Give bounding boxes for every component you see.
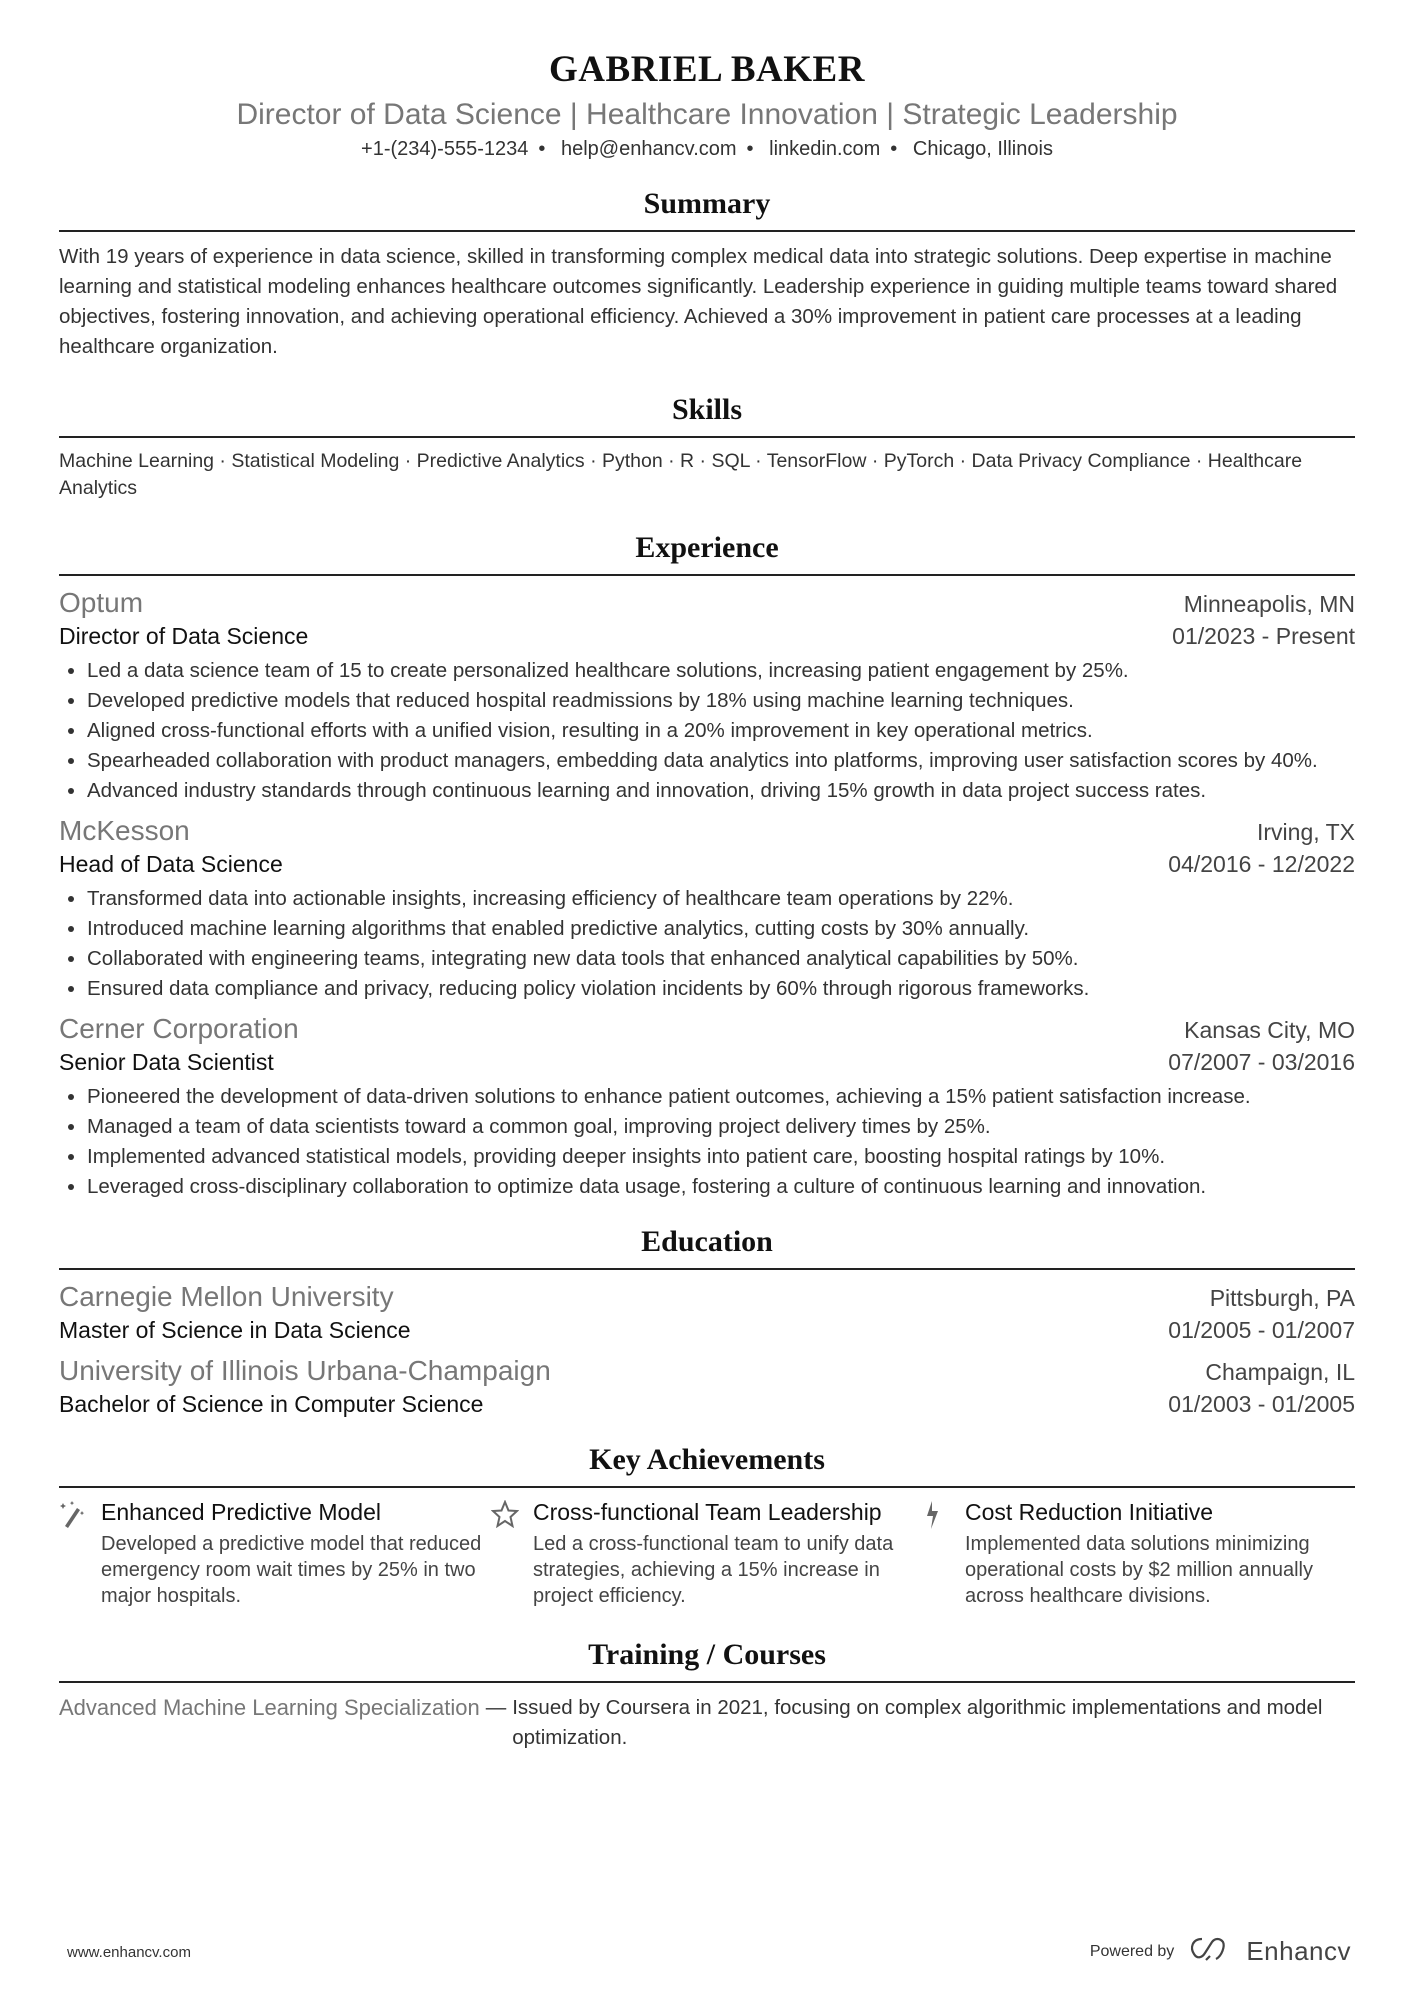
achievement-bullets: [59, 1082, 1355, 1202]
experience-section: [59, 530, 1355, 1202]
summary-text: With 19 years of experience in data science, skilled in transforming complex medical data into strategic solutions. Deep expertise in machine learning and statistical modeling enhances healthcare outcomes significantly. Leadership experience in guiding multiple teams toward shared objectives, fostering innovation, and achieving operational efficiency. Achieved a 30% improvement in patient care processes at a leading healthcare organization.: [59, 245, 1338, 358]
achievement-title: Cost Reduction Initiative: [965, 1499, 1214, 1525]
training-list: [59, 1693, 1355, 1753]
bullet-item: • Aligned cross-functional efforts with a unified vision, resulting in a 20% improvement in key operational metrics.: [87, 716, 1355, 746]
school-name: University of Illinois Urbana-Champaign: [59, 1355, 551, 1386]
section-title-summary: Summary: [643, 187, 771, 220]
experience-role-row: [59, 848, 1355, 880]
experience-role-row: [59, 1046, 1355, 1078]
achievement-title: Enhanced Predictive Model: [101, 1499, 381, 1525]
magic-wand-icon: [59, 1498, 101, 1609]
achievement-bullets: [59, 884, 1355, 1004]
course-entry: [59, 1693, 1355, 1753]
candidate-name: GABRIEL BAKER: [549, 49, 865, 90]
section-title-education: Education: [641, 1225, 773, 1258]
course-description: Issued by Coursera in 2021, focusing on complex algorithmic implementations and model optimization.: [512, 1696, 1323, 1749]
education-degree-row: [59, 1314, 1355, 1346]
experience-header-row: [59, 586, 1355, 620]
achievement-body: [533, 1498, 923, 1609]
training-section: [59, 1637, 1355, 1753]
job-location: Minneapolis, MN: [1183, 591, 1355, 617]
company-name: Optum: [59, 587, 144, 618]
job-dates: 01/2023 - Present: [1172, 623, 1355, 649]
achievement-description: Developed a predictive model that reduced emergency room wait times by 25% in two major hospitals.: [101, 1533, 482, 1607]
enhancv-logo-icon: [1188, 1936, 1232, 1967]
experience-entry: [59, 1012, 1355, 1202]
skills-section: [59, 392, 1355, 502]
bullet-item: • Pioneered the development of data-driven solutions to enhance patient outcomes, achieving a 15% patient satisfaction increase.: [87, 1082, 1355, 1112]
education-header-row: [59, 1354, 1355, 1388]
education-dates: 01/2005 - 01/2007: [1168, 1317, 1355, 1343]
section-divider: [59, 436, 1355, 438]
achievement-description: Implemented data solutions minimizing operational costs by $2 million annually across healthcare divisions.: [965, 1533, 1313, 1607]
bullet-item: • Advanced industry standards through continuous learning and innovation, driving 15% growth in data project success rates.: [87, 776, 1355, 806]
achievement-title: Cross-functional Team Leadership: [533, 1499, 882, 1525]
contact-linkedin[interactable]: linkedin.com: [769, 138, 881, 160]
school-name: Carnegie Mellon University: [59, 1281, 394, 1312]
contact-location: Chicago, Illinois: [912, 138, 1053, 160]
education-entry: [59, 1354, 1355, 1420]
enhancv-brand: Enhancv: [1246, 1936, 1351, 1966]
experience-header-row: [59, 1012, 1355, 1046]
bullet-item: • Developed predictive models that reduced hospital readmissions by 18% using machine learning techniques.: [87, 686, 1355, 716]
powered-by-label: Powered by: [1089, 1942, 1175, 1960]
achievements-list: [59, 1498, 1355, 1609]
school-location: Pittsburgh, PA: [1209, 1285, 1355, 1311]
section-divider: [59, 1486, 1355, 1488]
resume-page: [59, 0, 1355, 1753]
section-title-experience: Experience: [635, 531, 779, 564]
experience-entry: [59, 586, 1355, 806]
company-name: McKesson: [59, 815, 190, 846]
separator-dot: •: [890, 138, 898, 160]
achievements-section: [59, 1442, 1355, 1609]
education-list: [59, 1280, 1355, 1420]
bullet-item: • Spearheaded collaboration with product managers, embedding data analytics into platforms, improving user satisfaction scores by 40%.: [87, 746, 1355, 776]
bullet-item: • Transformed data into actionable insights, increasing efficiency of healthcare team operations by 22%.: [87, 884, 1355, 914]
star-icon: [491, 1498, 533, 1609]
bullet-item: • Collaborated with engineering teams, integrating new data tools that enhanced analytical capabilities by 50%.: [87, 944, 1355, 974]
job-title: Senior Data Scientist: [59, 1049, 274, 1075]
education-entry: [59, 1280, 1355, 1346]
school-location: Champaign, IL: [1205, 1359, 1355, 1385]
section-title-achievements: Key Achievements: [589, 1443, 825, 1476]
job-title: Director of Data Science: [59, 623, 309, 649]
separator-dot: •: [538, 138, 546, 160]
achievement-bullets: [59, 656, 1355, 806]
job-title: Head of Data Science: [59, 851, 283, 877]
bullet-item: • Leveraged cross-disciplinary collaboration to optimize data usage, fostering a culture of continuous learning and innovation.: [87, 1172, 1355, 1202]
achievement-description: Led a cross-functional team to unify data strategies, achieving a 15% increase in project efficiency.: [533, 1533, 894, 1607]
experience-role-row: [59, 620, 1355, 652]
experience-list: [59, 586, 1355, 1202]
education-dates: 01/2003 - 01/2005: [1168, 1391, 1355, 1417]
footer-website[interactable]: www.enhancv.com: [67, 1944, 191, 1961]
section-divider: [59, 574, 1355, 576]
bullet-item: • Ensured data compliance and privacy, reducing policy violation incidents by 60% through rigorous frameworks.: [87, 974, 1355, 1004]
education-section: [59, 1224, 1355, 1420]
education-degree-row: [59, 1388, 1355, 1420]
section-divider: [59, 1268, 1355, 1270]
company-name: Cerner Corporation: [59, 1013, 299, 1044]
achievement-body: [101, 1498, 491, 1609]
bullet-item: • Introduced machine learning algorithms that enabled predictive analytics, cutting costs by 30% annually.: [87, 914, 1355, 944]
job-location: Kansas City, MO: [1184, 1017, 1355, 1043]
achievement-item: [491, 1498, 923, 1609]
section-title-skills: Skills: [671, 393, 743, 426]
footer-branding: [1090, 1936, 1351, 1967]
job-dates: 07/2007 - 03/2016: [1168, 1049, 1355, 1075]
contact-phone: +1-(234)-555-1234: [361, 138, 529, 160]
contact-email[interactable]: help@enhancv.com: [560, 138, 737, 160]
section-divider: [59, 230, 1355, 232]
course-name: Advanced Machine Learning Specialization: [59, 1695, 480, 1720]
separator-dot: •: [746, 138, 754, 160]
candidate-subtitle: Director of Data Science | Healthcare Innovation | Strategic Leadership: [236, 98, 1178, 131]
bullet-item: • Implemented advanced statistical models, providing deeper insights into patient care, boosting hospital ratings by 10%.: [87, 1142, 1355, 1172]
education-header-row: [59, 1280, 1355, 1314]
course-dash: —: [485, 1696, 507, 1719]
skills-list: Machine Learning · Statistical Modeling · Predictive Analytics · Python · R · SQL · TensorFlow · PyTorch · Data Privacy Compliance · Healthcare Analytics: [59, 450, 1303, 499]
job-dates: 04/2016 - 12/2022: [1168, 851, 1355, 877]
section-divider: [59, 1681, 1355, 1683]
contact-line: [59, 136, 1355, 162]
lightning-icon: [923, 1498, 965, 1609]
bullet-item: • Led a data science team of 15 to create personalized healthcare solutions, increasing patient engagement by 25%.: [87, 656, 1355, 686]
achievement-body: [965, 1498, 1355, 1609]
bullet-item: • Managed a team of data scientists toward a common goal, improving project delivery times by 25%.: [87, 1112, 1355, 1142]
experience-header-row: [59, 814, 1355, 848]
summary-section: [59, 186, 1355, 362]
job-location: Irving, TX: [1257, 819, 1355, 845]
degree-name: Bachelor of Science in Computer Science: [59, 1391, 484, 1417]
degree-name: Master of Science in Data Science: [59, 1317, 411, 1343]
achievement-item: [59, 1498, 491, 1609]
experience-entry: [59, 814, 1355, 1004]
achievement-item: [923, 1498, 1355, 1609]
section-title-training: Training / Courses: [588, 1638, 826, 1671]
